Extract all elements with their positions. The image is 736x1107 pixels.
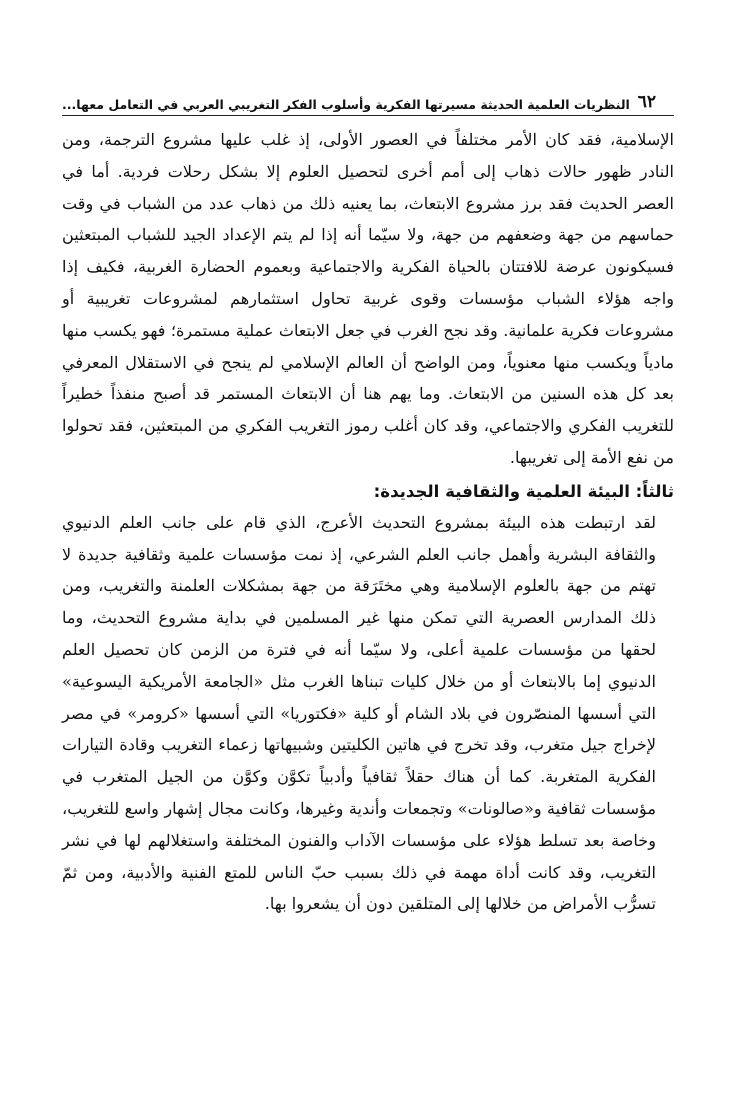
section-heading: ثالثاً: البيئة العلمية والثقافية الجديدة: <box>373 481 674 501</box>
running-title: النظريات العلمية الحديثة مسيرتها الفكرية وأسلوب الفكر التغريبي العربي في التعامل معها... <box>62 97 630 112</box>
body-text <box>62 124 674 920</box>
paragraph-2: لقد ارتبطت هذه البيئة بمشروع التحديث الأعرج، الذي قام على جانب العلم الدنيوي والثقافة البشرية وأهمل جانب العلم الشرعي، إذ نمت مؤسسات علمية وثقافية جديدة لا تهتم من جهة بالعلوم الإسلامية وهي مختَرَقة من جهة بمشكلات العلمنة والتغريب، ومن ذلك المدارس العصرية التي تمكن منها غير المسلمين في بداية مشروع التحديث، وما لحقها من مؤسسات علمية أعلى، ولا سيّما أنه في فترة من الزمن كان تحصيل العلم الدنيوي إما بالابتعاث أو من خلال كليات تبناها الغرب مثل «الجامعة الأمريكية اليسوعية» التي أسسها المنصّرون في بلاد الشام أو كلية «فكتوريا» التي أسسها «كرومر» في مصر لإخراج جيل متغرب، وقد تخرج في هاتين الكليتين وشبيهاتها زعماء التغريب وقادة التيارات الفكرية المتغربة. كما أن هناك حقلاً ثقافياً وأدبياً تكوَّن وكوَّن من الجيل المتغرب في مؤسسات ثقافية و«صالونات» وتجمعات وأندية وغيرها، وكانت مجال إشهار واسع للتغريب، وخاصة بعد تسلط هؤلاء على مؤسسات الآداب والفنون المختلفة واستغلالهم لها في نشر التغريب، وقد كانت أداة مهمة في ذلك بسبب حبّ الناس للمتع الفنية والأدبية، ومن ثمّ تسرُّب الأمراض من خلالها إلى المتلقين دون أن يشعروا بها. <box>62 512 656 914</box>
paragraph-1: الإسلامية، فقد كان الأمر مختلفاً في العصور الأولى، إذ غلب عليها مشروع الترجمة، ومن النادر ظهور حالات ذهاب إلى أمم أخرى لتحصيل العلوم إلا بشكل رحلات فردية. أما في العصر الحديث فقد برز مشروع الابتعاث، بما يعنيه ذلك من ذهاب عدد من الشباب في وقت حماسهم من جهة وضعفهم من جهة، ولا سيّما أنه إذا لم يتم الإعداد الجيد للشباب المبتعثين فسيكونون عرضة للافتتان بالحياة الفكرية والاجتماعية وبعموم الحضارة الغربية، فكيف إذا واجه هؤلاء الشباب مؤسسات وقوى غربية تحاول استثمارهم لمشروعات تغريبية أو مشروعات فكرية علمانية. وقد نجح الغرب في جعل الابتعاث عملية مستمرة؛ فهو يكسب منها مادياً ويكسب منها معنوياً، ومن الواضح أن العالم الإسلامي لم ينجح في الاستقلال المعرفي بعد كل هذه السنين من الابتعاث. وما يهم هنا أن الابتعاث المستمر قد أصبح منفذاً خطيراً للتغريب الفكري والاجتماعي، وقد كان أغلب رموز التغريب الفكري من المبتعثين، فقد تحولوا من نفع الأمة إلى تغريبها. <box>62 130 674 467</box>
page-number: ٦٢ <box>637 92 656 112</box>
book-page <box>62 88 674 920</box>
running-header <box>62 88 674 116</box>
